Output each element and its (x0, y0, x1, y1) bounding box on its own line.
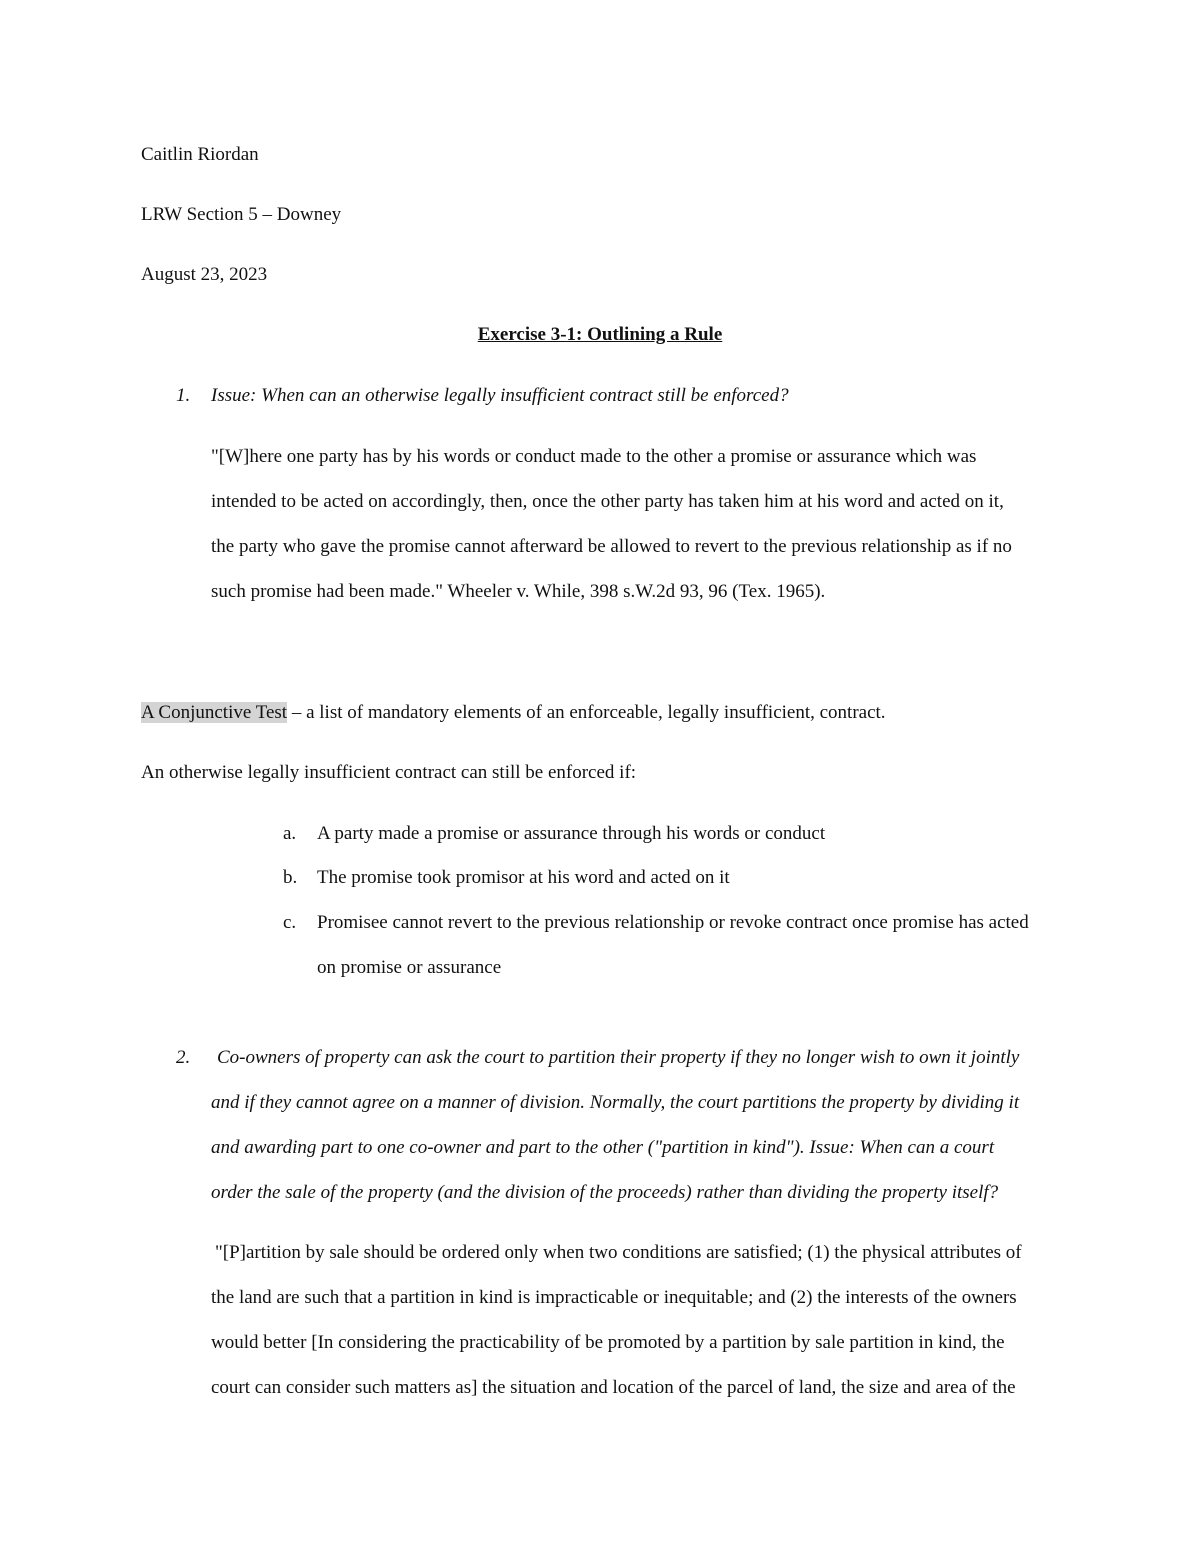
elements-intro: An otherwise legally insufficient contract can still be enforced if: (141, 762, 637, 783)
element-letter: b. (283, 867, 298, 888)
q2-prompt-line: and if they cannot agree on a manner of division. Normally, the court partitions the property by dividing it (211, 1092, 1020, 1113)
q1-quote-line: intended to be acted on accordingly, then, once the other party has taken him at his word and acted on it, (211, 491, 1004, 512)
element-letter: c. (283, 912, 297, 933)
element-text: A party made a promise or assurance through his words or conduct (317, 823, 826, 844)
q2-quote-line: would better [In considering the practicability of be promoted by a partition by sale partition in kind, the (211, 1332, 1005, 1353)
course-section: LRW Section 5 – Downey (141, 204, 342, 225)
conjunctive-test-label: A Conjunctive Test (141, 702, 288, 723)
q1-quote-line: the party who gave the promise cannot afterward be allowed to revert to the previous relationship as if no (211, 536, 1012, 557)
q2-prompt-line: and awarding part to one co-owner and part to the other ("partition in kind"). Issue: When can a court (211, 1137, 995, 1158)
element-text: Promisee cannot revert to the previous relationship or revoke contract once promise has acted (317, 912, 1029, 933)
document-title: Exercise 3-1: Outlining a Rule (477, 324, 723, 345)
q2-prompt-line: Co-owners of property can ask the court to partition their property if they no longer wish to own it jointly (217, 1047, 1020, 1068)
element-text: The promise took promisor at his word and acted on it (317, 867, 730, 888)
q1-quote-line: "[W]here one party has by his words or conduct made to the other a promise or assurance which was (211, 446, 977, 467)
question-1-number: 1. (176, 385, 191, 406)
q1-quote-line: such promise had been made." Wheeler v. While, 398 s.W.2d 93, 96 (Tex. 1965). (211, 581, 826, 602)
conjunctive-test-line (141, 701, 886, 725)
element-text: on promise or assurance (317, 957, 502, 978)
q2-quote-line: "[P]artition by sale should be ordered only when two conditions are satisfied; (1) the physical attributes of (215, 1242, 1022, 1263)
conjunctive-test-description: – a list of mandatory elements of an enforceable, legally insufficient, contract. (287, 702, 886, 723)
question-1-issue: Issue: When can an otherwise legally insufficient contract still be enforced? (211, 385, 789, 406)
element-letter: a. (283, 823, 297, 844)
question-2-number: 2. (176, 1047, 191, 1068)
document-date: August 23, 2023 (141, 264, 268, 285)
q2-quote-line: the land are such that a partition in kind is impracticable or inequitable; and (2) the interests of the owners (211, 1287, 1017, 1308)
author-name: Caitlin Riordan (141, 144, 259, 165)
q2-quote-line: court can consider such matters as] the situation and location of the parcel of land, the size and area of the (211, 1377, 1016, 1398)
q2-prompt-line: order the sale of the property (and the division of the proceeds) rather than dividing the property itself? (211, 1182, 999, 1203)
